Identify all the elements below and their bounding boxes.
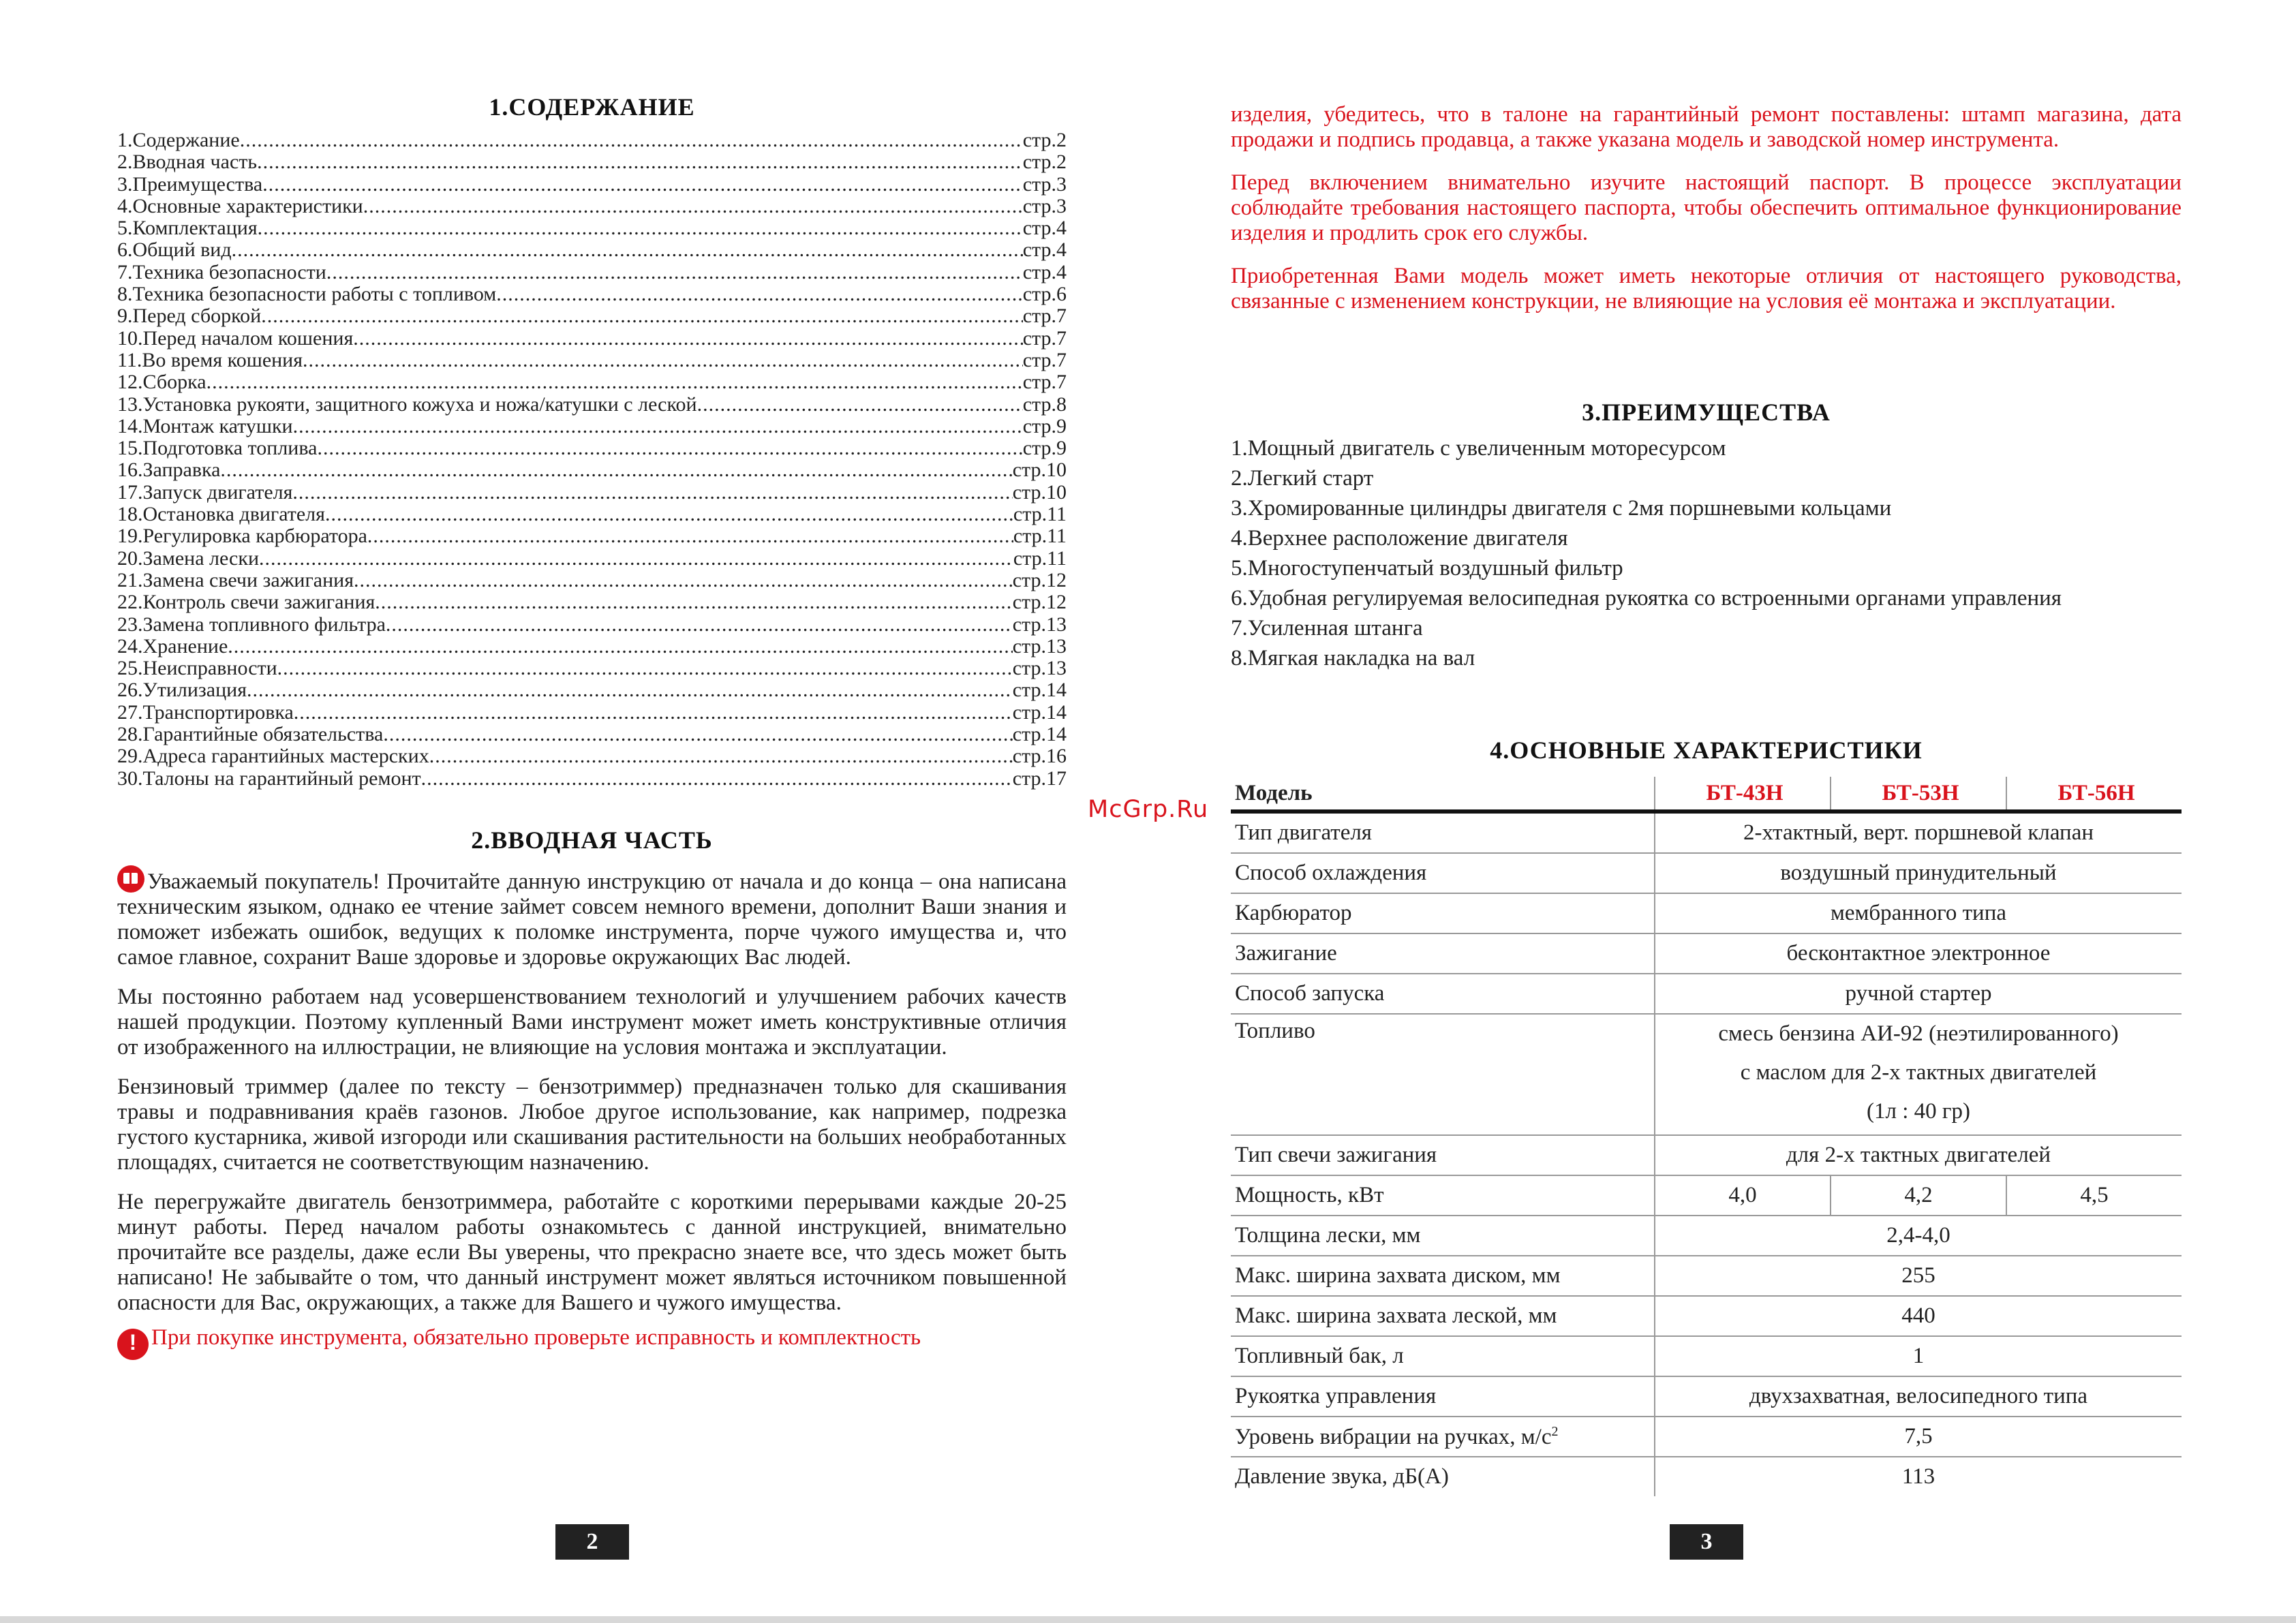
toc-item-page: стр.11 xyxy=(1013,546,1067,570)
toc-leader-dots xyxy=(228,636,1012,658)
toc-item xyxy=(117,371,1067,393)
toc-item-label: 1.Содержание xyxy=(117,129,240,151)
toc-item xyxy=(117,129,1067,151)
toc-item-label: 23.Замена топливного фильтра xyxy=(117,613,386,636)
toc-item-label: 18.Остановка двигателя xyxy=(117,503,325,526)
toc-item xyxy=(117,459,1067,481)
spec-value: воздушный принудительный xyxy=(1655,853,2182,893)
toc-leader-dots xyxy=(247,679,1013,701)
toc-item-page: стр.11 xyxy=(1013,503,1067,526)
spec-label: Толщина лески, мм xyxy=(1231,1216,1655,1256)
toc-leader-dots xyxy=(303,350,1023,371)
fuel-line-1: смесь бензина АИ-92 (неэтилированного) xyxy=(1718,1021,2119,1046)
toc-item xyxy=(117,614,1067,636)
toc-item-page: стр.13 xyxy=(1012,613,1067,636)
toc-item-page: стр.10 xyxy=(1012,459,1067,482)
toc-item-label: 14.Монтаж катушки xyxy=(117,414,293,437)
table-row xyxy=(1231,1175,2182,1216)
toc-leader-dots xyxy=(258,217,1023,239)
page-number-right: 3 xyxy=(1670,1524,1743,1560)
toc-item xyxy=(117,262,1067,283)
toc-leader-dots xyxy=(317,437,1022,459)
watermark: McGrp.Ru xyxy=(1088,796,1209,823)
spec-value: 1 xyxy=(1655,1336,2182,1376)
page-number-left: 2 xyxy=(555,1524,629,1560)
table-row xyxy=(1231,1417,2182,1457)
toc-leader-dots xyxy=(363,196,1023,217)
toc-item xyxy=(117,394,1067,416)
toc-item xyxy=(117,768,1067,790)
toc-item xyxy=(117,482,1067,504)
toc-item-label: 3.Преимущества xyxy=(117,172,263,196)
spec-value: для 2-х тактных двигателей xyxy=(1655,1135,2182,1175)
spec-label: Тип двигателя xyxy=(1231,812,1655,853)
list-item: 3.Хромированные цилиндры двигателя с 2мя поршневыми кольцами xyxy=(1231,496,1892,521)
spec-label xyxy=(1231,1417,1655,1457)
toc-item xyxy=(117,416,1067,437)
table-row xyxy=(1231,1216,2182,1256)
toc-item xyxy=(117,196,1067,217)
toc-item xyxy=(117,636,1067,658)
intro-paragraph-1 xyxy=(117,865,1067,970)
purchase-warning-text: При покупке инструмента, обязательно проверьте исправность и комплектность xyxy=(151,1325,921,1350)
toc-leader-dots xyxy=(367,525,1013,547)
red-paragraph-3: Приобретенная Вами модель может иметь некоторые отличия от настоящего руководства, связанные с изменением конструкции, не влияющие на условия её монтажа и эксплуатации. xyxy=(1231,264,2182,313)
vibration-label-text: Уровень вибрации на ручках, м/с xyxy=(1235,1424,1552,1449)
red-paragraph-1: изделия, убедитесь, что в талоне на гарантийный ремонт поставлены: штамп магазина, дата продажи и подпись продавца, а также указана модель и заводской номер инструмента. xyxy=(1231,102,2182,152)
table-row xyxy=(1231,1457,2182,1496)
toc-item-label: 27.Транспортировка xyxy=(117,700,294,724)
spec-value: 4,0 xyxy=(1655,1175,1831,1216)
spec-value: 2,4-4,0 xyxy=(1655,1216,2182,1256)
intro-body xyxy=(117,865,1067,1360)
toc-item xyxy=(117,437,1067,459)
list-item: 7.Усиленная штанга xyxy=(1231,616,1423,640)
toc-leader-dots xyxy=(326,262,1023,283)
list-item: 1.Мощный двигатель с увеличенным моторесурсом xyxy=(1231,436,1726,461)
toc-item-label: 16.Заправка xyxy=(117,459,221,482)
spec-label: Топливо xyxy=(1231,1014,1655,1135)
spec-label: Рукоятка управления xyxy=(1231,1376,1655,1417)
toc-item-label: 21.Замена свечи зажигания xyxy=(117,568,354,591)
toc-item-page: стр.9 xyxy=(1022,414,1067,437)
toc-item xyxy=(117,591,1067,613)
intro-paragraph-4: Не перегружайте двигатель бензотриммера, работайте с короткими перерывами каждые 20-25 минут работы. Перед началом работы ознакомьтесь с данной инструкцией, внимательно прочитайте все разделы, даже если Вы уверены, что прекрасно знаете все, что здесь может быть написано! Не забывайте о том, что данный инструмент может являться источником повышенной опасности для Вас, окружающих, а также для Вашего и чужого имущества. xyxy=(117,1190,1067,1315)
vibration-unit-exponent: 2 xyxy=(1551,1423,1559,1439)
toc-item-label: 6.Общий вид xyxy=(117,238,232,262)
toc-leader-dots xyxy=(206,371,1023,393)
intro-paragraph-1-text: Уважаемый покупатель! Прочитайте данную инструкцию от начала и до конца – она написана техническим языком, однако ее чтение займет совсем немного времени, дополнит Ваши знания и поможет избежать ошибок, ведущих к поломке инструмента, порче чужого имущества и, что самое главное, сохранит Ваше здоровье и здоровье окружающих Вас людей. xyxy=(117,869,1067,970)
toc-item-label: 7.Техника безопасности xyxy=(117,260,326,283)
toc-leader-dots xyxy=(325,504,1013,525)
fuel-line-2: с маслом для 2-х тактных двигателей xyxy=(1740,1060,2097,1085)
spec-label: Мощность, кВт xyxy=(1231,1175,1655,1216)
spec-value: 440 xyxy=(1655,1296,2182,1336)
list-item: 8.Мягкая накладка на вал xyxy=(1231,646,1475,670)
toc-item-page: стр.17 xyxy=(1012,767,1067,790)
toc-item-label: 29.Адреса гарантийных мастерских xyxy=(117,745,429,768)
toc-item-page: стр.12 xyxy=(1012,591,1067,614)
toc-item-page: стр.7 xyxy=(1022,348,1067,371)
toc-item xyxy=(117,328,1067,350)
toc-item-label: 25.Неисправности xyxy=(117,657,277,680)
toc-item-page: стр.7 xyxy=(1022,371,1067,394)
spec-value: 2-хтактный, верт. поршневой клапан xyxy=(1655,812,2182,853)
toc-item-page: стр.4 xyxy=(1022,217,1067,240)
table-row xyxy=(1231,1376,2182,1417)
table-row xyxy=(1231,1256,2182,1296)
toc-item xyxy=(117,504,1067,525)
toc-leader-dots xyxy=(353,328,1022,350)
specs-title: 4.ОСНОВНЫЕ ХАРАКТЕРИСТИКИ xyxy=(1490,737,1923,764)
toc-item-page: стр.13 xyxy=(1012,657,1067,680)
toc-leader-dots xyxy=(262,174,1023,196)
spec-label: Топливный бак, л xyxy=(1231,1336,1655,1376)
table-of-contents xyxy=(117,129,1067,790)
purchase-warning xyxy=(117,1325,1067,1360)
spec-value: ручной стартер xyxy=(1655,974,2182,1014)
intro-title: 2.ВВОДНАЯ ЧАСТЬ xyxy=(471,826,713,854)
list-item: 2.Легкий старт xyxy=(1231,466,1374,491)
spec-value: бесконтактное электронное xyxy=(1655,933,2182,974)
toc-item-label: 22.Контроль свечи зажигания xyxy=(117,591,376,614)
toc-item-label: 11.Во время кошения xyxy=(117,348,303,371)
toc-item-page: стр.4 xyxy=(1022,260,1067,283)
toc-item-page: стр.2 xyxy=(1022,129,1067,151)
toc-item xyxy=(117,679,1067,701)
toc-item-label: 17.Запуск двигателя xyxy=(117,480,293,504)
right-intro xyxy=(1231,102,2182,314)
toc-item xyxy=(117,239,1067,261)
toc-leader-dots xyxy=(232,239,1023,261)
toc-item-page: стр.3 xyxy=(1022,172,1067,196)
toc-leader-dots xyxy=(496,283,1022,305)
toc-item-page: стр.2 xyxy=(1022,151,1067,174)
toc-item-label: 8.Техника безопасности работы с топливом xyxy=(117,283,497,306)
toc-item-label: 13.Установка рукояти, защитного кожуха и ножа/катушки с леской xyxy=(117,392,697,416)
toc-leader-dots xyxy=(386,614,1013,636)
model-1: БТ-43Н xyxy=(1655,777,1831,812)
toc-leader-dots xyxy=(259,548,1013,570)
toc-item-label: 19.Регулировка карбюратора xyxy=(117,525,367,548)
spec-label: Макс. ширина захвата леской, мм xyxy=(1231,1296,1655,1336)
toc-title: 1.СОДЕРЖАНИЕ xyxy=(489,93,695,121)
toc-item xyxy=(117,174,1067,196)
toc-item-page: стр.14 xyxy=(1012,723,1067,746)
toc-item-page: стр.11 xyxy=(1013,525,1067,548)
toc-item xyxy=(117,305,1067,327)
toc-item xyxy=(117,745,1067,767)
table-row xyxy=(1231,974,2182,1014)
spec-value: 4,5 xyxy=(2006,1175,2182,1216)
toc-item-page: стр.7 xyxy=(1022,305,1067,328)
intro-paragraph-2: Мы постоянно работаем над усовершенствованием технологий и улучшением рабочих качеств нашей продукции. Поэтому купленный Вами инструмент может иметь конструктивные отличия от изображенного на иллюстрации, не влияющие на условия монтажа и эксплуатации. xyxy=(117,985,1067,1060)
toc-item-page: стр.7 xyxy=(1022,326,1067,350)
table-row xyxy=(1231,1135,2182,1175)
spec-label: Карбюратор xyxy=(1231,893,1655,933)
toc-item xyxy=(117,702,1067,724)
toc-item-label: 15.Подготовка топлива xyxy=(117,437,318,460)
toc-item-page: стр.10 xyxy=(1012,480,1067,504)
toc-item xyxy=(117,658,1067,679)
table-row xyxy=(1231,893,2182,933)
toc-item-page: стр.6 xyxy=(1022,283,1067,306)
toc-leader-dots xyxy=(429,745,1013,767)
spec-value xyxy=(1655,1014,2182,1135)
toc-leader-dots xyxy=(277,658,1013,679)
spec-value: мембранного типа xyxy=(1655,893,2182,933)
spec-label: Давление звука, дБ(А) xyxy=(1235,1464,1449,1489)
spec-value: 113 xyxy=(1655,1457,2182,1496)
warning-icon: ! xyxy=(117,1329,149,1360)
toc-item-page: стр.3 xyxy=(1022,194,1067,217)
toc-item-page: стр.16 xyxy=(1012,745,1067,768)
toc-item-label: 5.Комплектация xyxy=(117,217,258,240)
toc-leader-dots xyxy=(292,482,1012,504)
toc-item-page: стр.4 xyxy=(1022,238,1067,262)
toc-item-label: 10.Перед началом кошения xyxy=(117,326,354,350)
table-row xyxy=(1231,812,2182,853)
model-2: БТ-53Н xyxy=(1831,777,2006,812)
model-label: Модель xyxy=(1231,777,1655,812)
toc-item xyxy=(117,570,1067,591)
list-item: 6.Удобная регулируемая велосипедная рукоятка со встроенными органами управления xyxy=(1231,586,2062,610)
toc-leader-dots xyxy=(261,305,1022,327)
spec-value: двухзахватная, велосипедного типа xyxy=(1655,1376,2182,1417)
spec-label: Способ охлаждения xyxy=(1231,853,1655,893)
toc-item-page: стр.14 xyxy=(1012,679,1067,702)
intro-paragraph-3: Бензиновый триммер (далее по тексту – бензотриммер) предназначен только для скашивания травы и подравнивания краёв газонов. Любое другое использование, как например, подрезка густого кустарника, живой изгороди или скашивания растительности на больших необработанных площадях, считается не соответствующим назначению. xyxy=(117,1075,1067,1175)
toc-leader-dots xyxy=(293,416,1023,437)
spec-label: Способ запуска xyxy=(1231,974,1655,1014)
toc-item-page: стр.14 xyxy=(1012,700,1067,724)
table-row xyxy=(1231,933,2182,974)
toc-item xyxy=(117,525,1067,547)
toc-item xyxy=(117,548,1067,570)
spec-label: Зажигание xyxy=(1231,933,1655,974)
toc-item-page: стр.8 xyxy=(1022,392,1067,416)
spec-label: Макс. ширина захвата диском, мм xyxy=(1231,1256,1655,1296)
toc-item-page: стр.9 xyxy=(1022,437,1067,460)
toc-item-label: 12.Сборка xyxy=(117,371,206,394)
table-row xyxy=(1231,853,2182,893)
toc-leader-dots xyxy=(240,129,1023,151)
toc-item-label: 26.Утилизация xyxy=(117,679,247,702)
table-row xyxy=(1231,1336,2182,1376)
specs-table xyxy=(1231,777,2182,1496)
fuel-line-3: (1л : 40 гр) xyxy=(1867,1099,1970,1124)
toc-item-label: 9.Перед сборкой xyxy=(117,305,262,328)
advantages-title: 3.ПРЕИМУЩЕСТВА xyxy=(1582,399,1831,426)
toc-item-label: 30.Талоны на гарантийный ремонт xyxy=(117,767,421,790)
toc-item xyxy=(117,217,1067,239)
advantages-list xyxy=(1231,433,2182,673)
toc-item-label: 20.Замена лески xyxy=(117,546,259,570)
toc-item-label: 24.Хранение xyxy=(117,634,228,658)
spec-value: 4,2 xyxy=(1831,1175,2006,1216)
table-row xyxy=(1231,777,2182,812)
right-page xyxy=(1231,0,2182,1623)
left-page xyxy=(117,0,1067,1623)
spec-value: 7,5 xyxy=(1655,1417,2182,1457)
toc-item-label: 4.Основные характеристики xyxy=(117,194,363,217)
toc-leader-dots xyxy=(375,591,1012,613)
toc-item xyxy=(117,350,1067,371)
toc-item-page: стр.13 xyxy=(1012,634,1067,658)
toc-leader-dots xyxy=(354,570,1013,591)
book-icon xyxy=(117,865,144,893)
toc-item-page: стр.12 xyxy=(1012,568,1067,591)
bottom-divider xyxy=(0,1616,2296,1623)
toc-leader-dots xyxy=(697,394,1023,416)
toc-leader-dots xyxy=(294,702,1013,724)
toc-item xyxy=(117,151,1067,173)
toc-leader-dots xyxy=(421,768,1013,790)
toc-item xyxy=(117,283,1067,305)
toc-leader-dots xyxy=(383,724,1012,745)
table-row xyxy=(1231,1014,2182,1135)
red-paragraph-2: Перед включением внимательно изучите настоящий паспорт. В процессе эксплуатации соблюдайте требования настоящего паспорта, чтобы обеспечить оптимальное функционирование изделия и продлить срок его службы. xyxy=(1231,170,2182,245)
toc-item-label: 2.Вводная часть xyxy=(117,151,258,174)
toc-item-label: 28.Гарантийные обязательства xyxy=(117,723,384,746)
spec-label: Тип свечи зажигания xyxy=(1231,1135,1655,1175)
toc-leader-dots xyxy=(220,459,1012,481)
spec-value: 255 xyxy=(1655,1256,2182,1296)
toc-item xyxy=(117,724,1067,745)
list-item: 5.Многоступенчатый воздушный фильтр xyxy=(1231,556,1623,581)
toc-leader-dots xyxy=(257,151,1023,173)
table-row xyxy=(1231,1296,2182,1336)
model-3: БТ-56Н xyxy=(2006,777,2182,812)
list-item: 4.Верхнее расположение двигателя xyxy=(1231,526,1568,551)
